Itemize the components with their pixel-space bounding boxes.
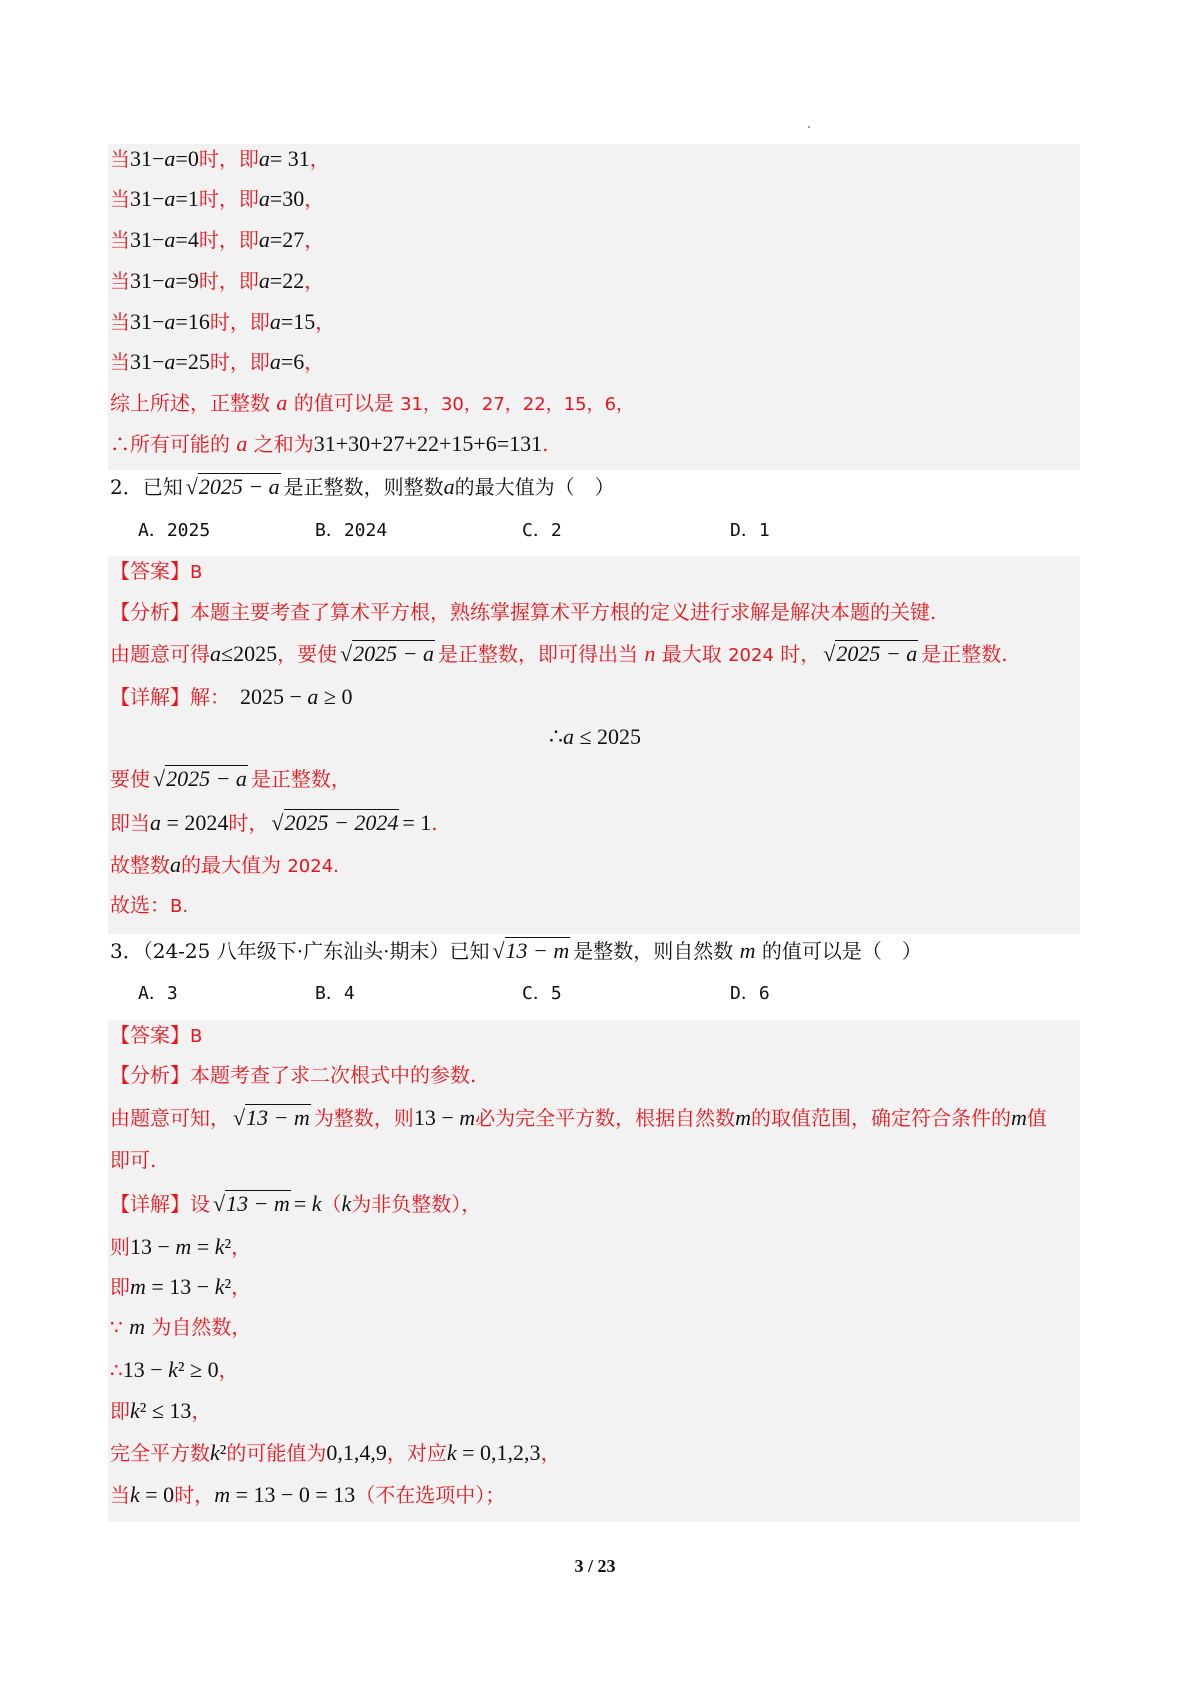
text-line (110, 1272, 251, 1302)
text-line (110, 1020, 202, 1050)
text-line (110, 1189, 481, 1219)
answer-option: B．2024 (315, 520, 388, 541)
text-segment: m (214, 1482, 231, 1507)
text-segment: m (130, 1274, 146, 1299)
text-line (110, 556, 202, 586)
text-segment: = 2024 (161, 810, 229, 835)
text-segment: = 0 (139, 1482, 175, 1507)
text-segment: = 13 − 0 = 13 (230, 1482, 356, 1507)
text-segment: 13 − (413, 1105, 460, 1130)
text-segment: 故整数 (110, 853, 170, 877)
text-line (110, 1396, 211, 1426)
text-segment: ∵ (110, 1315, 130, 1339)
text-line (110, 597, 936, 627)
text-line (110, 1145, 156, 1175)
text-segment: m (459, 1105, 476, 1130)
text-segment: 31− (130, 186, 165, 211)
text-segment: = 0,1,2,3 (456, 1440, 541, 1465)
text-segment: ≤2025 (221, 641, 278, 666)
text-segment: =15 (280, 309, 316, 334)
text-segment: B (190, 1026, 203, 1047)
text-segment: 时，即 (198, 228, 259, 252)
text-segment: 【详解】设 (110, 1192, 210, 1216)
text-segment: k (214, 1274, 225, 1299)
text-segment: 时，即 (209, 350, 270, 374)
text-segment: . (542, 432, 549, 456)
text-segment: a (236, 431, 248, 456)
text-segment: k (210, 1440, 220, 1465)
text-segment: 时，即 (198, 269, 259, 293)
text-line (110, 1060, 476, 1090)
text-segment: = 13 − (145, 1274, 215, 1299)
text-segment: （不在选项中）； (355, 1483, 506, 1507)
text-segment: 是正整数， (250, 767, 351, 791)
text-segment: ∴所有可能的 (110, 432, 237, 456)
text-line (110, 347, 324, 377)
text-segment: 当 (110, 228, 130, 252)
radicand: 2025 − 2024 (284, 810, 399, 835)
text-segment: 【分析】本题主要考查了算术平方根，熟练掌握算术平方根的定义进行求解是解决本题的关键. (110, 600, 937, 624)
text-segment: a (164, 349, 176, 374)
text-segment: k (446, 1440, 457, 1465)
text-segment: 是整数，则自然数 (573, 939, 740, 963)
text-segment: ， (218, 1358, 239, 1382)
radicand: 13 − m (505, 938, 570, 963)
text-segment: ， (304, 228, 325, 252)
text-segment: . (431, 811, 438, 835)
text-segment: ，对应 (386, 1441, 447, 1465)
text-segment: 即 (110, 1275, 130, 1299)
text-segment: 之和为 (247, 432, 314, 456)
text-segment: 2．已知 (110, 475, 183, 499)
text-segment: a (562, 724, 574, 749)
text-segment: = 31 (269, 146, 310, 171)
square-root (233, 1105, 311, 1130)
answer-option: D．1 (730, 520, 770, 541)
text-line (110, 429, 549, 459)
text-line (110, 266, 324, 296)
text-line (110, 1103, 1047, 1133)
text-segment: 当 (110, 187, 130, 211)
text-line (110, 639, 1008, 669)
text-segment: 3．（24-25 八年级下·广东汕头·期末）已知 (110, 939, 490, 963)
text-segment: k (130, 1482, 140, 1507)
text-segment: k (130, 1398, 140, 1423)
text-segment: 31− (130, 309, 165, 334)
text-segment: 是正整数. (921, 642, 1008, 666)
text-segment: m (1011, 1105, 1027, 1130)
answer-option: C．5 (522, 983, 562, 1004)
text-segment: =6 (280, 349, 305, 374)
answer-option: B．4 (315, 983, 355, 1004)
text-segment: 则 (110, 1235, 130, 1259)
square-root (186, 474, 281, 499)
radicand: 2025 − a (353, 641, 435, 666)
text-segment: a (164, 146, 176, 171)
text-segment: a (443, 474, 455, 499)
text-segment: 2024 (728, 645, 774, 666)
text-segment: n (644, 641, 656, 666)
text-segment: 31− (130, 349, 165, 374)
text-segment: a (164, 227, 176, 252)
text-segment: 的最大值为 (181, 853, 288, 877)
text-segment: k (341, 1191, 352, 1216)
text-segment: 时，即 (198, 187, 259, 211)
text-segment: 由题意可知， (110, 1106, 230, 1130)
text-segment: 即可. (110, 1148, 157, 1172)
text-segment: ， (231, 1235, 252, 1259)
radicand: 2025 − a (166, 766, 247, 791)
square-root (271, 810, 399, 835)
answer-option: A．3 (138, 983, 178, 1004)
text-segment: 当 (110, 269, 130, 293)
text-segment: 即 (110, 1399, 130, 1423)
text-segment: a (276, 390, 288, 415)
text-segment: 值 (1026, 1106, 1047, 1130)
text-segment: 31，30，27，22，15，6， (400, 394, 635, 415)
text-segment: 31− (130, 268, 165, 293)
text-segment: （ (321, 1192, 342, 1216)
text-segment: a (269, 349, 281, 374)
text-segment: m (739, 938, 756, 963)
text-segment: =4 (175, 227, 199, 252)
text-segment: ， (231, 1275, 252, 1299)
text-segment: k (214, 1234, 225, 1259)
text-segment: ² (224, 1274, 232, 1299)
text-segment: 【答案】 (110, 559, 190, 583)
answer-option: A．2025 (138, 520, 211, 541)
text-segment: ， (309, 147, 330, 171)
text-segment: 31+30+27+22+15+6=131 (313, 431, 543, 456)
text-segment: 当 (110, 350, 130, 374)
text-segment: 时，即 (198, 147, 259, 171)
text-segment: 时， (773, 642, 821, 666)
text-line (110, 850, 339, 880)
stray-dot (808, 126, 810, 128)
text-line (110, 890, 188, 920)
square-root (153, 766, 248, 791)
text-segment: ， (304, 269, 325, 293)
text-segment: 为自然数， (144, 1315, 252, 1339)
text-line (110, 682, 353, 712)
text-line (110, 307, 335, 337)
text-segment: 13 − (122, 1357, 169, 1382)
page-number: 3 / 23 (574, 1556, 616, 1576)
text-segment: a (170, 852, 181, 877)
radicand: 13 − m (246, 1105, 310, 1130)
text-segment: ² (219, 1440, 227, 1465)
text-segment: ， (304, 187, 325, 211)
text-segment: m (129, 1314, 145, 1339)
text-segment: ， (540, 1441, 561, 1465)
answer-option: D．6 (730, 983, 770, 1004)
text-segment: 【详解】解： (110, 685, 240, 709)
text-segment: =22 (269, 268, 305, 293)
text-segment: =0 (175, 146, 199, 171)
text-segment: 当 (110, 147, 130, 171)
text-segment: 是正整数，即可得出当 (438, 642, 645, 666)
text-segment: ， (191, 1399, 212, 1423)
text-segment: a (150, 810, 161, 835)
text-segment: 时，即 (209, 310, 270, 334)
text-segment: k (311, 1191, 322, 1216)
text-segment: =30 (269, 186, 305, 211)
text-line (110, 764, 351, 794)
text-segment: m (735, 1105, 752, 1130)
text-segment: 31− (130, 146, 165, 171)
text-segment: 由题意可得 (110, 642, 210, 666)
text-segment: a (258, 186, 270, 211)
text-segment: = (191, 1234, 215, 1259)
text-line (110, 1355, 239, 1385)
text-segment: 故选： (110, 893, 170, 917)
text-segment: 2024. (287, 856, 339, 877)
text-segment: 是正整数，则整数 (283, 475, 444, 499)
text-segment: =16 (175, 309, 210, 334)
square-root (492, 938, 570, 963)
text-segment: 2025 − (240, 684, 308, 709)
text-segment: 时， (174, 1483, 215, 1507)
text-segment: a (210, 641, 221, 666)
text-segment: 13 − (130, 1234, 176, 1259)
text-segment: 【分析】本题考查了求二次根式中的参数. (110, 1063, 477, 1087)
text-segment: k (168, 1357, 178, 1382)
square-root (823, 641, 918, 666)
text-segment: m (175, 1234, 192, 1259)
text-line (0, 722, 1190, 752)
text-segment: a (164, 309, 176, 334)
text-segment: 为整数，则 (313, 1106, 414, 1130)
text-segment: 必为完全平方数，根据自然数 (475, 1106, 736, 1130)
text-segment: B. (170, 896, 189, 917)
radicand: 2025 − a (198, 474, 280, 499)
text-segment: 的取值范围，确定符合条件的 (751, 1106, 1012, 1130)
text-segment: 即当 (110, 811, 150, 835)
text-line (110, 388, 634, 418)
text-segment: ， (315, 310, 336, 334)
text-line (110, 1480, 505, 1510)
text-line (110, 808, 438, 838)
radicand: 2025 − a (836, 641, 918, 666)
text-segment: ， (304, 350, 325, 374)
text-segment: 要使 (110, 767, 150, 791)
text-segment: = (293, 1191, 312, 1216)
text-segment: a (307, 684, 319, 709)
text-segment: ² ≥ 0 (177, 1357, 219, 1382)
text-segment: 完全平方数 (110, 1441, 210, 1465)
text-segment: 的值可以是（ ） (755, 939, 922, 963)
text-segment: 的值可以是 (287, 391, 401, 415)
text-segment: 【答案】 (110, 1023, 190, 1047)
text-segment: ≥ 0 (318, 684, 353, 709)
text-line (110, 472, 615, 502)
text-segment: a (164, 186, 176, 211)
text-segment: ² ≤ 13 (139, 1398, 192, 1423)
square-root (213, 1191, 291, 1216)
text-line (110, 1312, 251, 1342)
text-line (110, 184, 324, 214)
text-line (110, 936, 922, 966)
text-segment: =1 (175, 186, 199, 211)
text-segment: 当 (110, 1483, 130, 1507)
text-line (110, 225, 324, 255)
text-segment: = 1 (402, 810, 432, 835)
text-segment: 的最大值为（ ） (454, 475, 615, 499)
text-segment: 的可能值为 (226, 1441, 327, 1465)
text-segment: 综上所述，正整数 (110, 391, 277, 415)
text-segment: ² (224, 1234, 232, 1259)
text-segment: B (190, 562, 203, 583)
square-root (340, 641, 435, 666)
text-segment: a (258, 268, 270, 293)
text-segment: 为非负整数）， (351, 1192, 482, 1216)
text-segment: =27 (269, 227, 305, 252)
text-segment: ≤ 2025 (573, 724, 642, 749)
text-line (110, 144, 330, 174)
text-segment: ，要使 (277, 642, 338, 666)
text-segment: a (258, 227, 270, 252)
text-line (110, 1438, 561, 1468)
text-segment: ∴ (548, 724, 563, 749)
text-segment: 最大取 (655, 642, 729, 666)
text-segment: a (164, 268, 176, 293)
text-line (110, 1232, 251, 1262)
text-segment: =25 (175, 349, 210, 374)
answer-option: C．2 (522, 520, 562, 541)
text-segment: 0,1,4,9 (326, 1440, 387, 1465)
text-segment: 31− (130, 227, 165, 252)
text-segment: ∴ (110, 1358, 123, 1382)
text-segment: a (269, 309, 281, 334)
radicand: 13 − m (226, 1191, 290, 1216)
text-segment: 时， (228, 811, 269, 835)
text-segment: a (258, 146, 270, 171)
text-segment: 当 (110, 310, 130, 334)
text-segment: =9 (175, 268, 199, 293)
